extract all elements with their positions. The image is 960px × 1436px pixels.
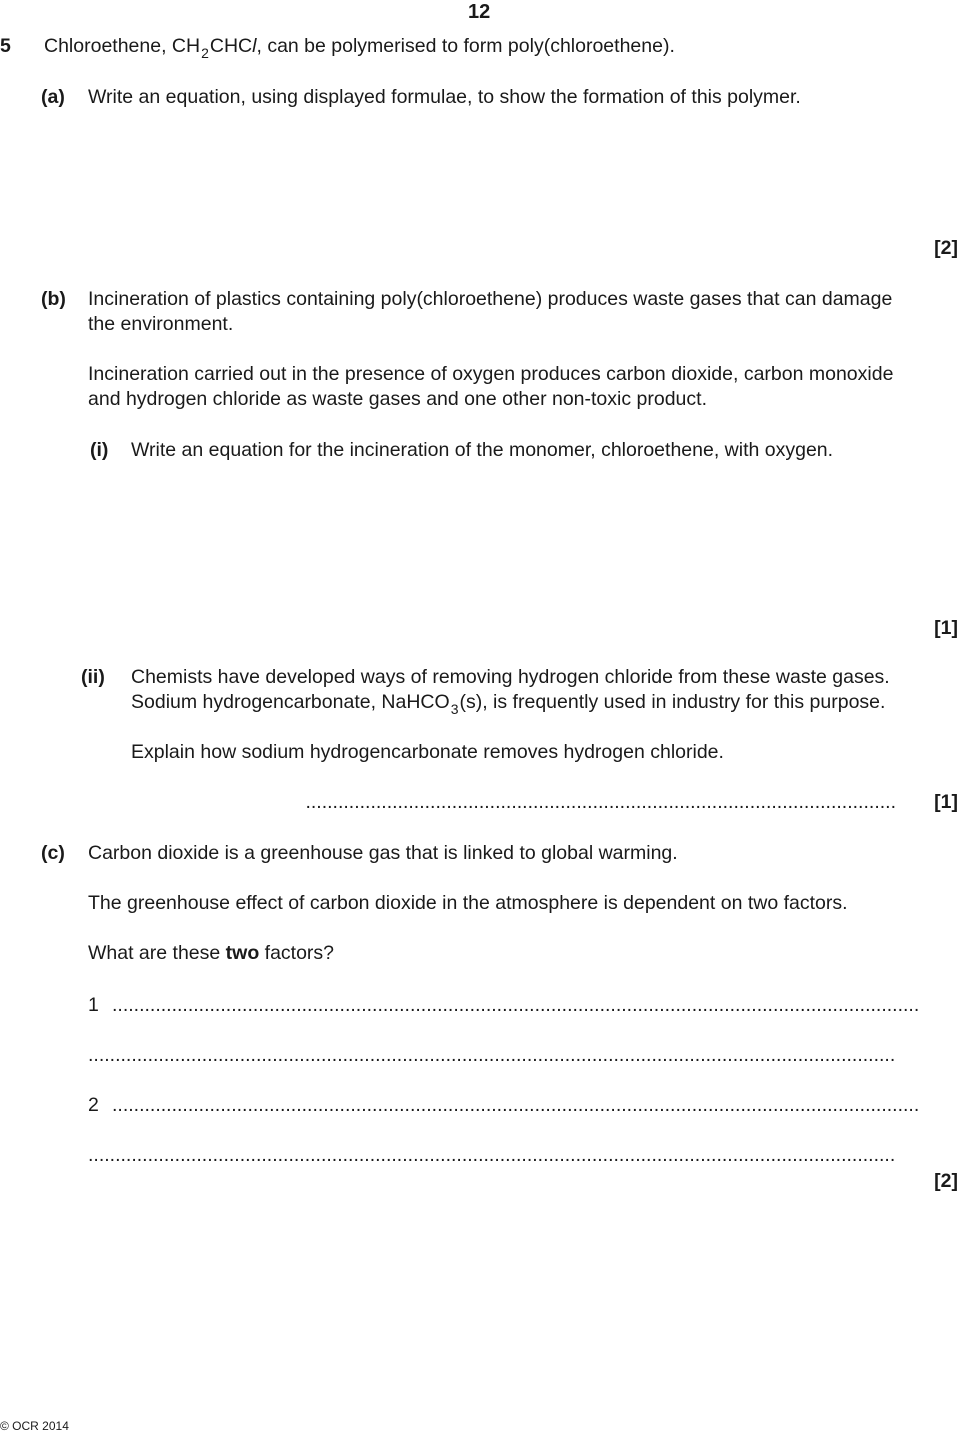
part-bii-line1: Chemists have developed ways of removing hydrogen chloride from these waste gases. <box>131 666 890 688</box>
part-c-line1: Carbon dioxide is a greenhouse gas that is linked to global warming. <box>88 842 678 864</box>
bii-line2-pre: Sodium hydrogencarbonate, NaHCO <box>131 691 450 713</box>
part-a-text: Write an equation, using displayed formulae, to show the formation of this polymer. <box>88 86 801 108</box>
stem-post: , can be polymerised to form poly(chloroethene). <box>256 35 675 57</box>
answer-2-line[interactable]: ..................................................................................................................................................... <box>112 1094 920 1116</box>
part-c-line3 <box>88 941 334 965</box>
answer-1-line-2[interactable]: ..................................................................................................................................................... <box>88 1044 896 1066</box>
part-a-marks: [2] <box>934 237 958 259</box>
part-bii-answer-line[interactable]: ............................................................................................................. <box>305 791 896 813</box>
c-line3-pre: What are these <box>88 942 226 964</box>
part-bi-label: (i) <box>90 439 109 461</box>
answer-2-line-2[interactable]: ..................................................................................................................................................... <box>88 1144 896 1166</box>
part-b-label: (b) <box>41 288 66 310</box>
answer-1-line[interactable]: ..................................................................................................................................................... <box>112 994 920 1016</box>
part-c-line2: The greenhouse effect of carbon dioxide in the atmosphere is dependent on two factors. <box>88 892 848 914</box>
stem-subscript: 2 <box>201 45 209 61</box>
part-c-marks: [2] <box>934 1170 958 1192</box>
stem-formula: CHC <box>209 35 253 57</box>
copyright-footer: © OCR 2014 <box>0 1419 69 1433</box>
part-b-text-line2: the environment. <box>88 313 234 335</box>
part-a-label: (a) <box>41 86 65 108</box>
c-line3-bold: two <box>225 942 260 964</box>
page-number: 12 <box>468 1 491 23</box>
part-b-text-line1: Incineration of plastics containing poly(chloroethene) produces waste gases that can damage <box>88 288 893 310</box>
bii-line2-subscript: 3 <box>450 701 459 717</box>
question-stem <box>44 34 675 61</box>
part-bi-marks: [1] <box>934 617 958 639</box>
answer-2-label: 2 <box>88 1094 99 1116</box>
stem-italic: l <box>252 35 257 57</box>
question-number: 5 <box>0 35 11 57</box>
part-c-label: (c) <box>41 842 65 864</box>
part-bii-marks: [1] <box>934 791 958 813</box>
stem-pre: Chloroethene, CH <box>44 35 201 57</box>
part-b-para-line1: Incineration carried out in the presence of oxygen produces carbon dioxide, carbon monoxide <box>88 363 894 385</box>
answer-1-label: 1 <box>88 994 99 1016</box>
part-bii-label: (ii) <box>81 666 105 688</box>
bii-line2-post: (s), is frequently used in industry for this purpose. <box>459 691 886 713</box>
part-bi-text: Write an equation for the incineration of the monomer, chloroethene, with oxygen. <box>131 439 834 461</box>
part-b-para-line2: and hydrogen chloride as waste gases and one other non-toxic product. <box>88 388 707 410</box>
part-bii-line3: Explain how sodium hydrogencarbonate removes hydrogen chloride. <box>131 741 724 763</box>
c-line3-post: factors? <box>259 942 335 964</box>
part-bii-line2 <box>131 690 886 717</box>
